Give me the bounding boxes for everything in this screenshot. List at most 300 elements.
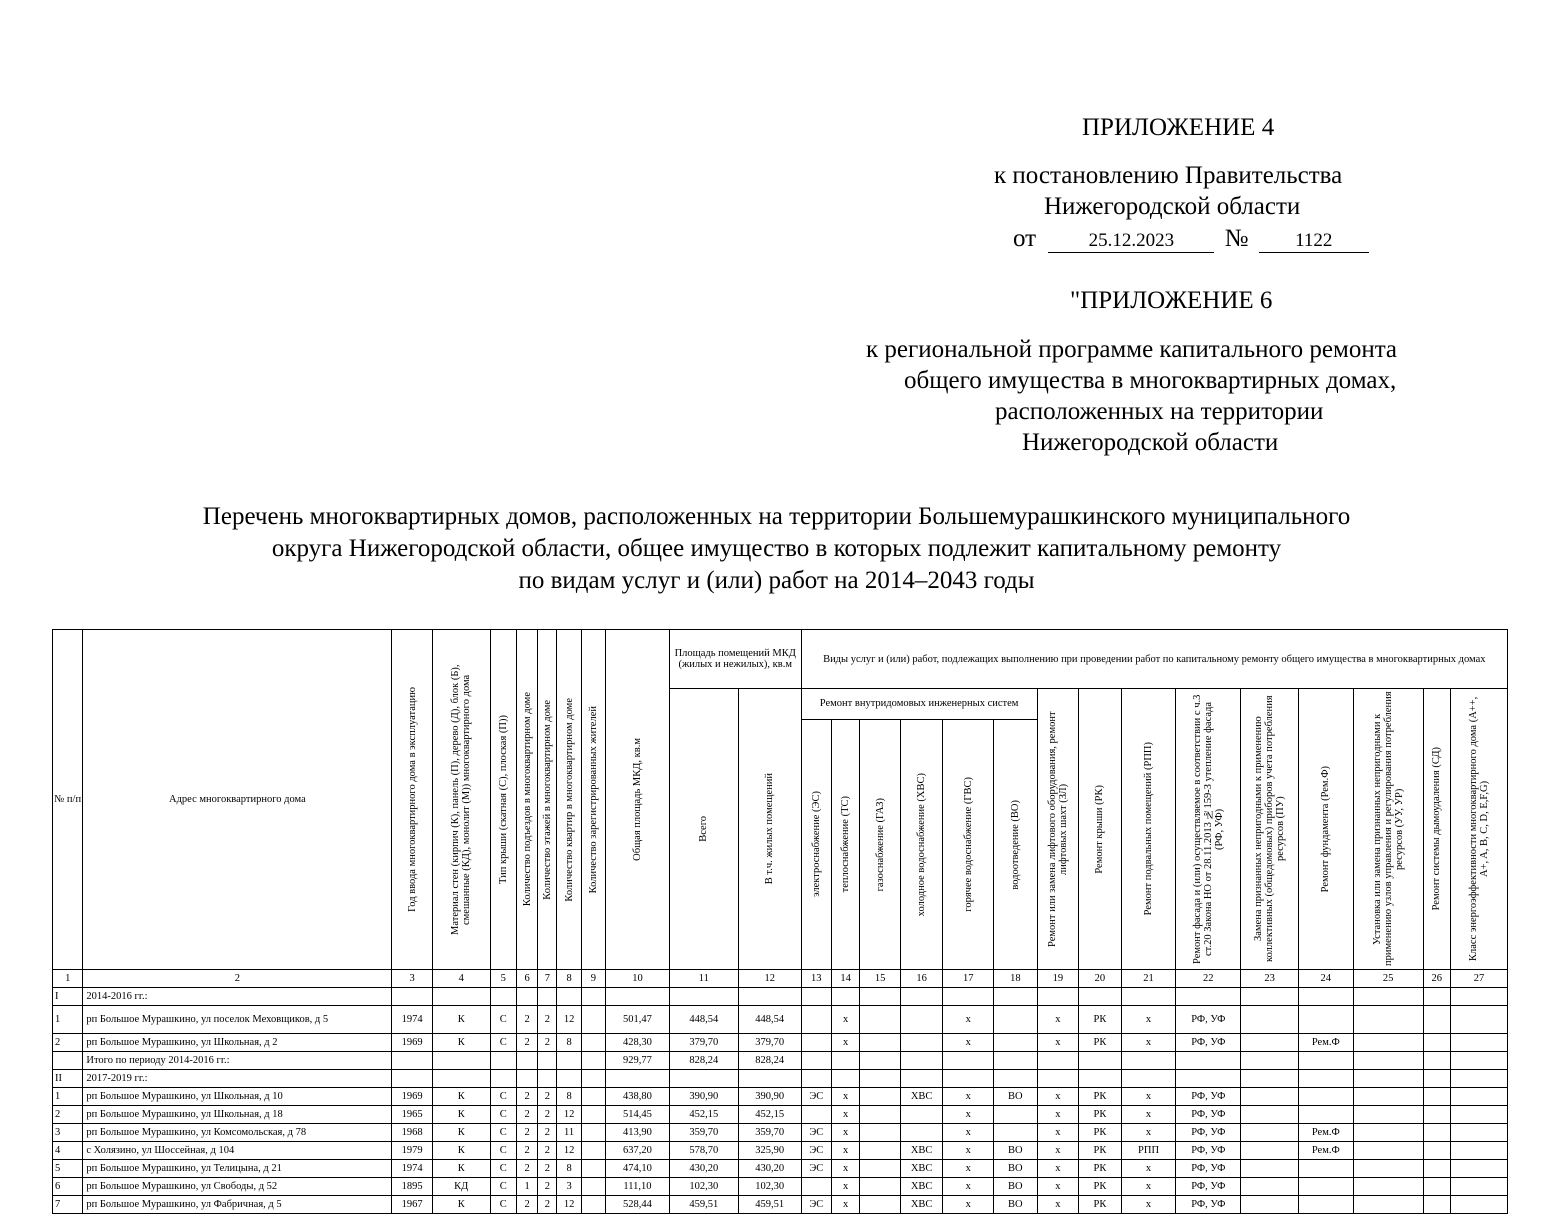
table-cell: 8 xyxy=(557,1034,581,1052)
table-cell xyxy=(801,1106,831,1124)
table-row xyxy=(53,1196,1508,1214)
table-cell: 448,54 xyxy=(669,1006,738,1034)
table-cell: РФ, УФ xyxy=(1176,1178,1241,1196)
column-number: 11 xyxy=(669,970,738,988)
table-cell xyxy=(1298,1070,1353,1088)
table-cell: x xyxy=(1121,1088,1176,1106)
table-cell: РПП xyxy=(1121,1142,1176,1160)
table-cell xyxy=(1353,1160,1423,1178)
document-title xyxy=(0,501,1553,597)
table-cell: x xyxy=(1037,1106,1079,1124)
table-row xyxy=(53,1006,1508,1034)
table-row xyxy=(53,1142,1508,1160)
col-floors-header: Количество этажей в многоквартирном доме xyxy=(538,630,557,970)
table-cell: РК xyxy=(1079,1124,1122,1142)
table-cell xyxy=(1298,1088,1353,1106)
table-cell: 2014-2016 гг.: xyxy=(83,988,392,1006)
table-cell: 3 xyxy=(557,1178,581,1196)
table-cell: 1 xyxy=(516,1178,537,1196)
table-cell xyxy=(432,988,490,1006)
table-cell xyxy=(1241,1160,1299,1178)
col-gvs-header: горячее водоснабжение (ГВС) xyxy=(943,719,994,969)
table-cell xyxy=(1423,1142,1450,1160)
appendix6-line3: расположенных на территории xyxy=(995,398,1324,425)
table-cell: 5 xyxy=(53,1160,83,1178)
table-cell: рп Большое Мурашкино, ул поселок Меховщиков, д 5 xyxy=(83,1006,392,1034)
appendix-title: ПРИЛОЖЕНИЕ 4 xyxy=(1082,114,1275,141)
houses-table xyxy=(52,629,1508,1214)
column-number: 8 xyxy=(557,970,581,988)
table-cell xyxy=(1176,1070,1241,1088)
table-cell xyxy=(1037,988,1079,1006)
table-cell: 474,10 xyxy=(606,1160,670,1178)
table-cell xyxy=(1079,988,1122,1006)
table-cell: 1969 xyxy=(392,1088,433,1106)
table-cell xyxy=(669,988,738,1006)
table-cell xyxy=(1423,1052,1450,1070)
table-cell: x xyxy=(943,1034,994,1052)
table-cell: рп Большое Мурашкино, ул Телицына, д 21 xyxy=(83,1160,392,1178)
table-cell xyxy=(900,1034,943,1052)
table-cell: x xyxy=(943,1106,994,1124)
table-cell: 359,70 xyxy=(738,1124,801,1142)
table-cell: 379,70 xyxy=(669,1034,738,1052)
table-cell xyxy=(1423,1124,1450,1142)
table-cell: ЭС xyxy=(801,1142,831,1160)
col-hvs-header: холодное водоснабжение (ХВС) xyxy=(900,719,943,969)
table-cell xyxy=(1037,1070,1079,1088)
col-works-header: Виды услуг и (или) работ, подлежащих выполнению при проведении работ по капитальному ремонту общего имущества в многоквартирных домах xyxy=(801,630,1507,689)
table-cell xyxy=(900,988,943,1006)
table-cell xyxy=(581,1070,605,1088)
table-cell: 2 xyxy=(538,1142,557,1160)
table-cell: x xyxy=(1121,1196,1176,1214)
table-cell: 102,30 xyxy=(669,1178,738,1196)
table-cell: 8 xyxy=(557,1088,581,1106)
table-cell: 1974 xyxy=(392,1006,433,1034)
column-number: 27 xyxy=(1450,970,1507,988)
table-cell: РФ, УФ xyxy=(1176,1142,1241,1160)
table-cell xyxy=(1450,1052,1507,1070)
table-cell xyxy=(392,988,433,1006)
table-cell: С xyxy=(490,1142,516,1160)
table-cell xyxy=(860,1088,901,1106)
table-cell xyxy=(581,1052,605,1070)
table-cell: РК xyxy=(1079,1106,1122,1124)
table-cell xyxy=(738,988,801,1006)
table-cell xyxy=(1176,988,1241,1006)
column-number: 17 xyxy=(943,970,994,988)
table-cell xyxy=(900,1124,943,1142)
col-residential-area-header: В т.ч. жилых помещений xyxy=(738,689,801,970)
column-number: 22 xyxy=(1176,970,1241,988)
table-cell: РК xyxy=(1079,1034,1122,1052)
table-cell xyxy=(1241,1178,1299,1196)
table-cell xyxy=(831,1070,859,1088)
table-cell: 390,90 xyxy=(669,1088,738,1106)
table-cell: 2 xyxy=(538,1196,557,1214)
table-cell xyxy=(1353,1070,1423,1088)
table-cell xyxy=(900,1070,943,1088)
table-cell: 6 xyxy=(53,1178,83,1196)
table-cell xyxy=(1423,1034,1450,1052)
col-residents-header: Количество зарегистрированных жителей xyxy=(581,630,605,970)
table-cell xyxy=(1241,1106,1299,1124)
col-ts-header: теплоснабжение (ТС) xyxy=(831,719,859,969)
table-cell: 452,15 xyxy=(669,1106,738,1124)
table-cell: x xyxy=(831,1124,859,1142)
table-cell: 2 xyxy=(516,1196,537,1214)
table-cell xyxy=(53,1052,83,1070)
col-foundation-header: Ремонт фундамента (Рем.Ф) xyxy=(1298,689,1353,970)
table-cell: x xyxy=(831,1034,859,1052)
appendix6-line2: общего имущества в многоквартирных домах, xyxy=(904,367,1397,394)
table-cell: С xyxy=(490,1106,516,1124)
table-cell: 428,30 xyxy=(606,1034,670,1052)
table-cell: x xyxy=(1037,1124,1079,1142)
table-cell: К xyxy=(432,1006,490,1034)
table-cell xyxy=(1121,988,1176,1006)
table-cell: ХВС xyxy=(900,1088,943,1106)
table-cell: 452,15 xyxy=(738,1106,801,1124)
table-cell xyxy=(1353,1124,1423,1142)
table-cell xyxy=(606,988,670,1006)
table-cell xyxy=(801,1034,831,1052)
table-cell xyxy=(516,1052,537,1070)
table-cell: РК xyxy=(1079,1088,1122,1106)
col-rpp-header: Ремонт подвальных помещений (РПП) xyxy=(1121,689,1176,970)
table-cell: 637,20 xyxy=(606,1142,670,1160)
table-cell: К xyxy=(432,1160,490,1178)
table-cell: x xyxy=(1121,1178,1176,1196)
table-cell: ВО xyxy=(994,1142,1038,1160)
table-cell: С xyxy=(490,1034,516,1052)
table-cell xyxy=(1423,1160,1450,1178)
table-cell xyxy=(994,1034,1038,1052)
table-cell: 2 xyxy=(538,1160,557,1178)
table-cell xyxy=(860,1160,901,1178)
table-cell: С xyxy=(490,1088,516,1106)
table-cell: РФ, УФ xyxy=(1176,1196,1241,1214)
col-entrances-header: Количество подъездов в многоквартирном доме xyxy=(516,630,537,970)
appendix6-title: "ПРИЛОЖЕНИЕ 6 xyxy=(1070,287,1273,314)
table-cell xyxy=(606,1070,670,1088)
table-cell: КД xyxy=(432,1178,490,1196)
table-cell: РФ, УФ xyxy=(1176,1106,1241,1124)
table-cell xyxy=(581,1178,605,1196)
table-cell: x xyxy=(831,1178,859,1196)
appendix-line1: к постановлению Правительства xyxy=(994,162,1343,189)
table-cell xyxy=(1353,1142,1423,1160)
table-cell: 1979 xyxy=(392,1142,433,1160)
document-title-line2: округа Нижегородской области, общее имущество в которых подлежит капитальному ремонту xyxy=(271,535,1282,562)
col-all-area-header: Всего xyxy=(669,689,738,970)
table-cell: x xyxy=(831,1142,859,1160)
table-cell: 2 xyxy=(538,1034,557,1052)
table-cell xyxy=(860,1142,901,1160)
table-cell: 1967 xyxy=(392,1196,433,1214)
table-cell: рп Большое Мурашкино, ул Школьная, д 18 xyxy=(83,1106,392,1124)
table-cell xyxy=(1423,1088,1450,1106)
table-cell: 459,51 xyxy=(738,1196,801,1214)
table-cell: 2 xyxy=(53,1034,83,1052)
table-cell xyxy=(801,1070,831,1088)
table-cell xyxy=(1450,1088,1507,1106)
table-cell: 2 xyxy=(516,1142,537,1160)
table-cell xyxy=(994,1052,1038,1070)
table-cell: ЭС xyxy=(801,1088,831,1106)
table-cell xyxy=(490,1070,516,1088)
table-cell xyxy=(994,1106,1038,1124)
table-cell: 1969 xyxy=(392,1034,433,1052)
table-body xyxy=(53,988,1508,1214)
table-cell: С xyxy=(490,1178,516,1196)
table-cell xyxy=(1298,1196,1353,1214)
table-cell: рп Большое Мурашкино, ул Комсомольская, д 78 xyxy=(83,1124,392,1142)
document-title-line3: по видам услуг и (или) работ на 2014–2043 годы xyxy=(518,567,1035,594)
col-apartments-header: Количество квартир в многоквартирном доме xyxy=(557,630,581,970)
table-cell: С xyxy=(490,1160,516,1178)
appendix-line2: Нижегородской области xyxy=(1044,193,1301,220)
column-number: 7 xyxy=(538,970,557,988)
table-cell xyxy=(1298,1052,1353,1070)
table-cell: x xyxy=(943,1124,994,1142)
table-cell xyxy=(860,988,901,1006)
column-number: 2 xyxy=(83,970,392,988)
col-total-area-header: Общая площадь МКД, кв.м xyxy=(606,630,670,970)
table-cell: x xyxy=(1121,1106,1176,1124)
table-cell xyxy=(860,1178,901,1196)
table-cell: С xyxy=(490,1006,516,1034)
table-cell xyxy=(1450,1160,1507,1178)
column-number: 10 xyxy=(606,970,670,988)
table-cell: 102,30 xyxy=(738,1178,801,1196)
table-cell: ХВС xyxy=(900,1178,943,1196)
table-cell: К xyxy=(432,1196,490,1214)
table-cell xyxy=(1450,1106,1507,1124)
table-cell xyxy=(1423,1006,1450,1034)
column-number: 6 xyxy=(516,970,537,988)
table-cell: рп Большое Мурашкино, ул Фабричная, д 5 xyxy=(83,1196,392,1214)
column-number: 16 xyxy=(900,970,943,988)
table-cell: 7 xyxy=(53,1196,83,1214)
col-energy-class-header: Класс энергоэффективности многоквартирного дома (A++, A+, A, B, C, D, E,F,G) xyxy=(1450,689,1507,970)
table-cell xyxy=(1353,988,1423,1006)
table-cell xyxy=(1450,1196,1507,1214)
table-cell xyxy=(994,1124,1038,1142)
column-number: 23 xyxy=(1241,970,1299,988)
column-number: 15 xyxy=(860,970,901,988)
table-cell: 4 xyxy=(53,1142,83,1160)
table-row xyxy=(53,1034,1508,1052)
table-cell: 111,10 xyxy=(606,1178,670,1196)
table-cell: 1968 xyxy=(392,1124,433,1142)
table-cell: ХВС xyxy=(900,1160,943,1178)
table-cell: 11 xyxy=(557,1124,581,1142)
table-cell xyxy=(1450,1070,1507,1088)
table-cell xyxy=(860,1124,901,1142)
table-cell: РК xyxy=(1079,1142,1122,1160)
table-cell: x xyxy=(1037,1196,1079,1214)
table-cell: x xyxy=(1037,1178,1079,1196)
table-cell: 2 xyxy=(538,1106,557,1124)
table-cell: РК xyxy=(1079,1196,1122,1214)
table-cell: 2 xyxy=(538,1006,557,1034)
table-cell: РК xyxy=(1079,1160,1122,1178)
table-cell xyxy=(943,1052,994,1070)
decree-date: 25.12.2023 xyxy=(1048,230,1214,253)
table-cell: 2 xyxy=(538,1088,557,1106)
table-cell: 390,90 xyxy=(738,1088,801,1106)
table-row xyxy=(53,1160,1508,1178)
table-cell: 828,24 xyxy=(669,1052,738,1070)
table-cell xyxy=(860,1196,901,1214)
appendix6-line4: Нижегородской области xyxy=(1022,429,1279,456)
table-cell xyxy=(516,1070,537,1088)
table-cell: x xyxy=(1037,1160,1079,1178)
table-cell: x xyxy=(1037,1006,1079,1034)
table-cell: I xyxy=(53,988,83,1006)
table-cell xyxy=(738,1070,801,1088)
table-cell: РК xyxy=(1079,1178,1122,1196)
table-cell xyxy=(1423,1178,1450,1196)
table-cell xyxy=(1353,1178,1423,1196)
table-cell: 2 xyxy=(516,1160,537,1178)
table-cell xyxy=(1353,1006,1423,1034)
table-cell xyxy=(490,988,516,1006)
table-cell xyxy=(1450,1034,1507,1052)
column-number-row xyxy=(53,970,1508,988)
table-cell xyxy=(538,1070,557,1088)
table-cell xyxy=(581,1142,605,1160)
table-cell: x xyxy=(943,1006,994,1034)
table-cell xyxy=(516,988,537,1006)
table-cell xyxy=(1037,1052,1079,1070)
table-cell xyxy=(1423,1070,1450,1088)
table-cell xyxy=(1121,1052,1176,1070)
table-cell xyxy=(581,1106,605,1124)
table-row xyxy=(53,1178,1508,1196)
table-cell xyxy=(801,1178,831,1196)
table-cell xyxy=(994,1006,1038,1034)
table-cell: ЭС xyxy=(801,1124,831,1142)
table-cell: 430,20 xyxy=(669,1160,738,1178)
decree-number: 1122 xyxy=(1259,230,1369,253)
from-label: от xyxy=(1013,225,1037,252)
column-number: 9 xyxy=(581,970,605,988)
col-material-header: Материал стен (кирпич (К), панель (П), дерево (Д), блок (Б), смешанные (КД), монолит (М)) многоквартирного дома xyxy=(432,630,490,970)
table-cell: 413,90 xyxy=(606,1124,670,1142)
column-number: 21 xyxy=(1121,970,1176,988)
table-cell: x xyxy=(943,1088,994,1106)
document-title-line1: Перечень многоквартирных домов, расположенных на территории Большемурашкинского муниципального xyxy=(202,503,1351,530)
table-cell: 2 xyxy=(538,1178,557,1196)
table-cell: РФ, УФ xyxy=(1176,1124,1241,1142)
table-cell: К xyxy=(432,1124,490,1142)
table-cell xyxy=(831,1052,859,1070)
table-row xyxy=(53,988,1508,1006)
table-cell: 1895 xyxy=(392,1178,433,1196)
table-cell: ХВС xyxy=(900,1142,943,1160)
table-cell xyxy=(1079,1052,1122,1070)
table-cell: 828,24 xyxy=(738,1052,801,1070)
table-cell xyxy=(581,1088,605,1106)
table-cell: ЭС xyxy=(801,1160,831,1178)
table-cell: 359,70 xyxy=(669,1124,738,1142)
table-cell xyxy=(1241,1196,1299,1214)
table-cell xyxy=(1423,988,1450,1006)
table-cell: II xyxy=(53,1070,83,1088)
table-cell xyxy=(1121,1070,1176,1088)
column-number: 26 xyxy=(1423,970,1450,988)
table-cell xyxy=(1241,1070,1299,1088)
column-number: 20 xyxy=(1079,970,1122,988)
table-cell: x xyxy=(831,1088,859,1106)
table-cell xyxy=(1241,1052,1299,1070)
table-cell: 12 xyxy=(557,1142,581,1160)
table-cell: 2 xyxy=(516,1006,537,1034)
table-cell xyxy=(1450,1124,1507,1142)
table-row xyxy=(53,1106,1508,1124)
col-vo-header: водоотведение (ВО) xyxy=(994,719,1038,969)
col-gas-header: газоснабжение (ГАЗ) xyxy=(860,719,901,969)
table-cell xyxy=(1423,1196,1450,1214)
table-cell: 2 xyxy=(538,1124,557,1142)
col-engineering-header: Ремонт внутридомовых инженерных систем xyxy=(801,689,1037,720)
column-number: 1 xyxy=(53,970,83,988)
table-cell: x xyxy=(1037,1142,1079,1160)
column-number: 18 xyxy=(994,970,1038,988)
table-cell: x xyxy=(831,1006,859,1034)
table-cell: К xyxy=(432,1142,490,1160)
table-cell xyxy=(1241,1124,1299,1142)
table-cell xyxy=(994,988,1038,1006)
table-cell: x xyxy=(1121,1034,1176,1052)
table-cell: x xyxy=(831,1196,859,1214)
table-cell xyxy=(538,1052,557,1070)
table-cell xyxy=(1353,1088,1423,1106)
table-cell: 1 xyxy=(53,1006,83,1034)
table-cell xyxy=(1298,1006,1353,1034)
table-cell xyxy=(1241,988,1299,1006)
table-cell xyxy=(1450,1142,1507,1160)
table-cell: К xyxy=(432,1088,490,1106)
table-cell: С xyxy=(490,1124,516,1142)
col-pu-header: Замена признанных непригодными к применению коллективных (общедомовых) приборов учета потребления ресурсов (ПУ) xyxy=(1241,689,1299,970)
table-cell xyxy=(581,1196,605,1214)
table-cell xyxy=(432,1052,490,1070)
table-cell: 3 xyxy=(53,1124,83,1142)
table-cell xyxy=(1241,1006,1299,1034)
table-cell: 430,20 xyxy=(738,1160,801,1178)
col-premises-area-header: Площадь помещений МКД (жилых и нежилых), кв.м xyxy=(669,630,801,689)
table-cell xyxy=(490,1052,516,1070)
number-label: № xyxy=(1224,225,1249,252)
table-cell: 2017-2019 гг.: xyxy=(83,1070,392,1088)
table-cell xyxy=(860,1006,901,1034)
table-cell: x xyxy=(943,1160,994,1178)
table-cell: рп Большое Мурашкино, ул Школьная, д 10 xyxy=(83,1088,392,1106)
table-cell xyxy=(900,1052,943,1070)
table-cell: С xyxy=(490,1196,516,1214)
col-es-header: электроснабжение (ЭС) xyxy=(801,719,831,969)
table-cell xyxy=(432,1070,490,1088)
table-cell xyxy=(900,1106,943,1124)
table-cell xyxy=(1241,1088,1299,1106)
col-elevator-header: Ремонт или замена лифтового оборудования, ремонт лифтовых шахт (ЗЛ) xyxy=(1037,689,1079,970)
table-cell xyxy=(860,1070,901,1088)
table-row xyxy=(53,1124,1508,1142)
